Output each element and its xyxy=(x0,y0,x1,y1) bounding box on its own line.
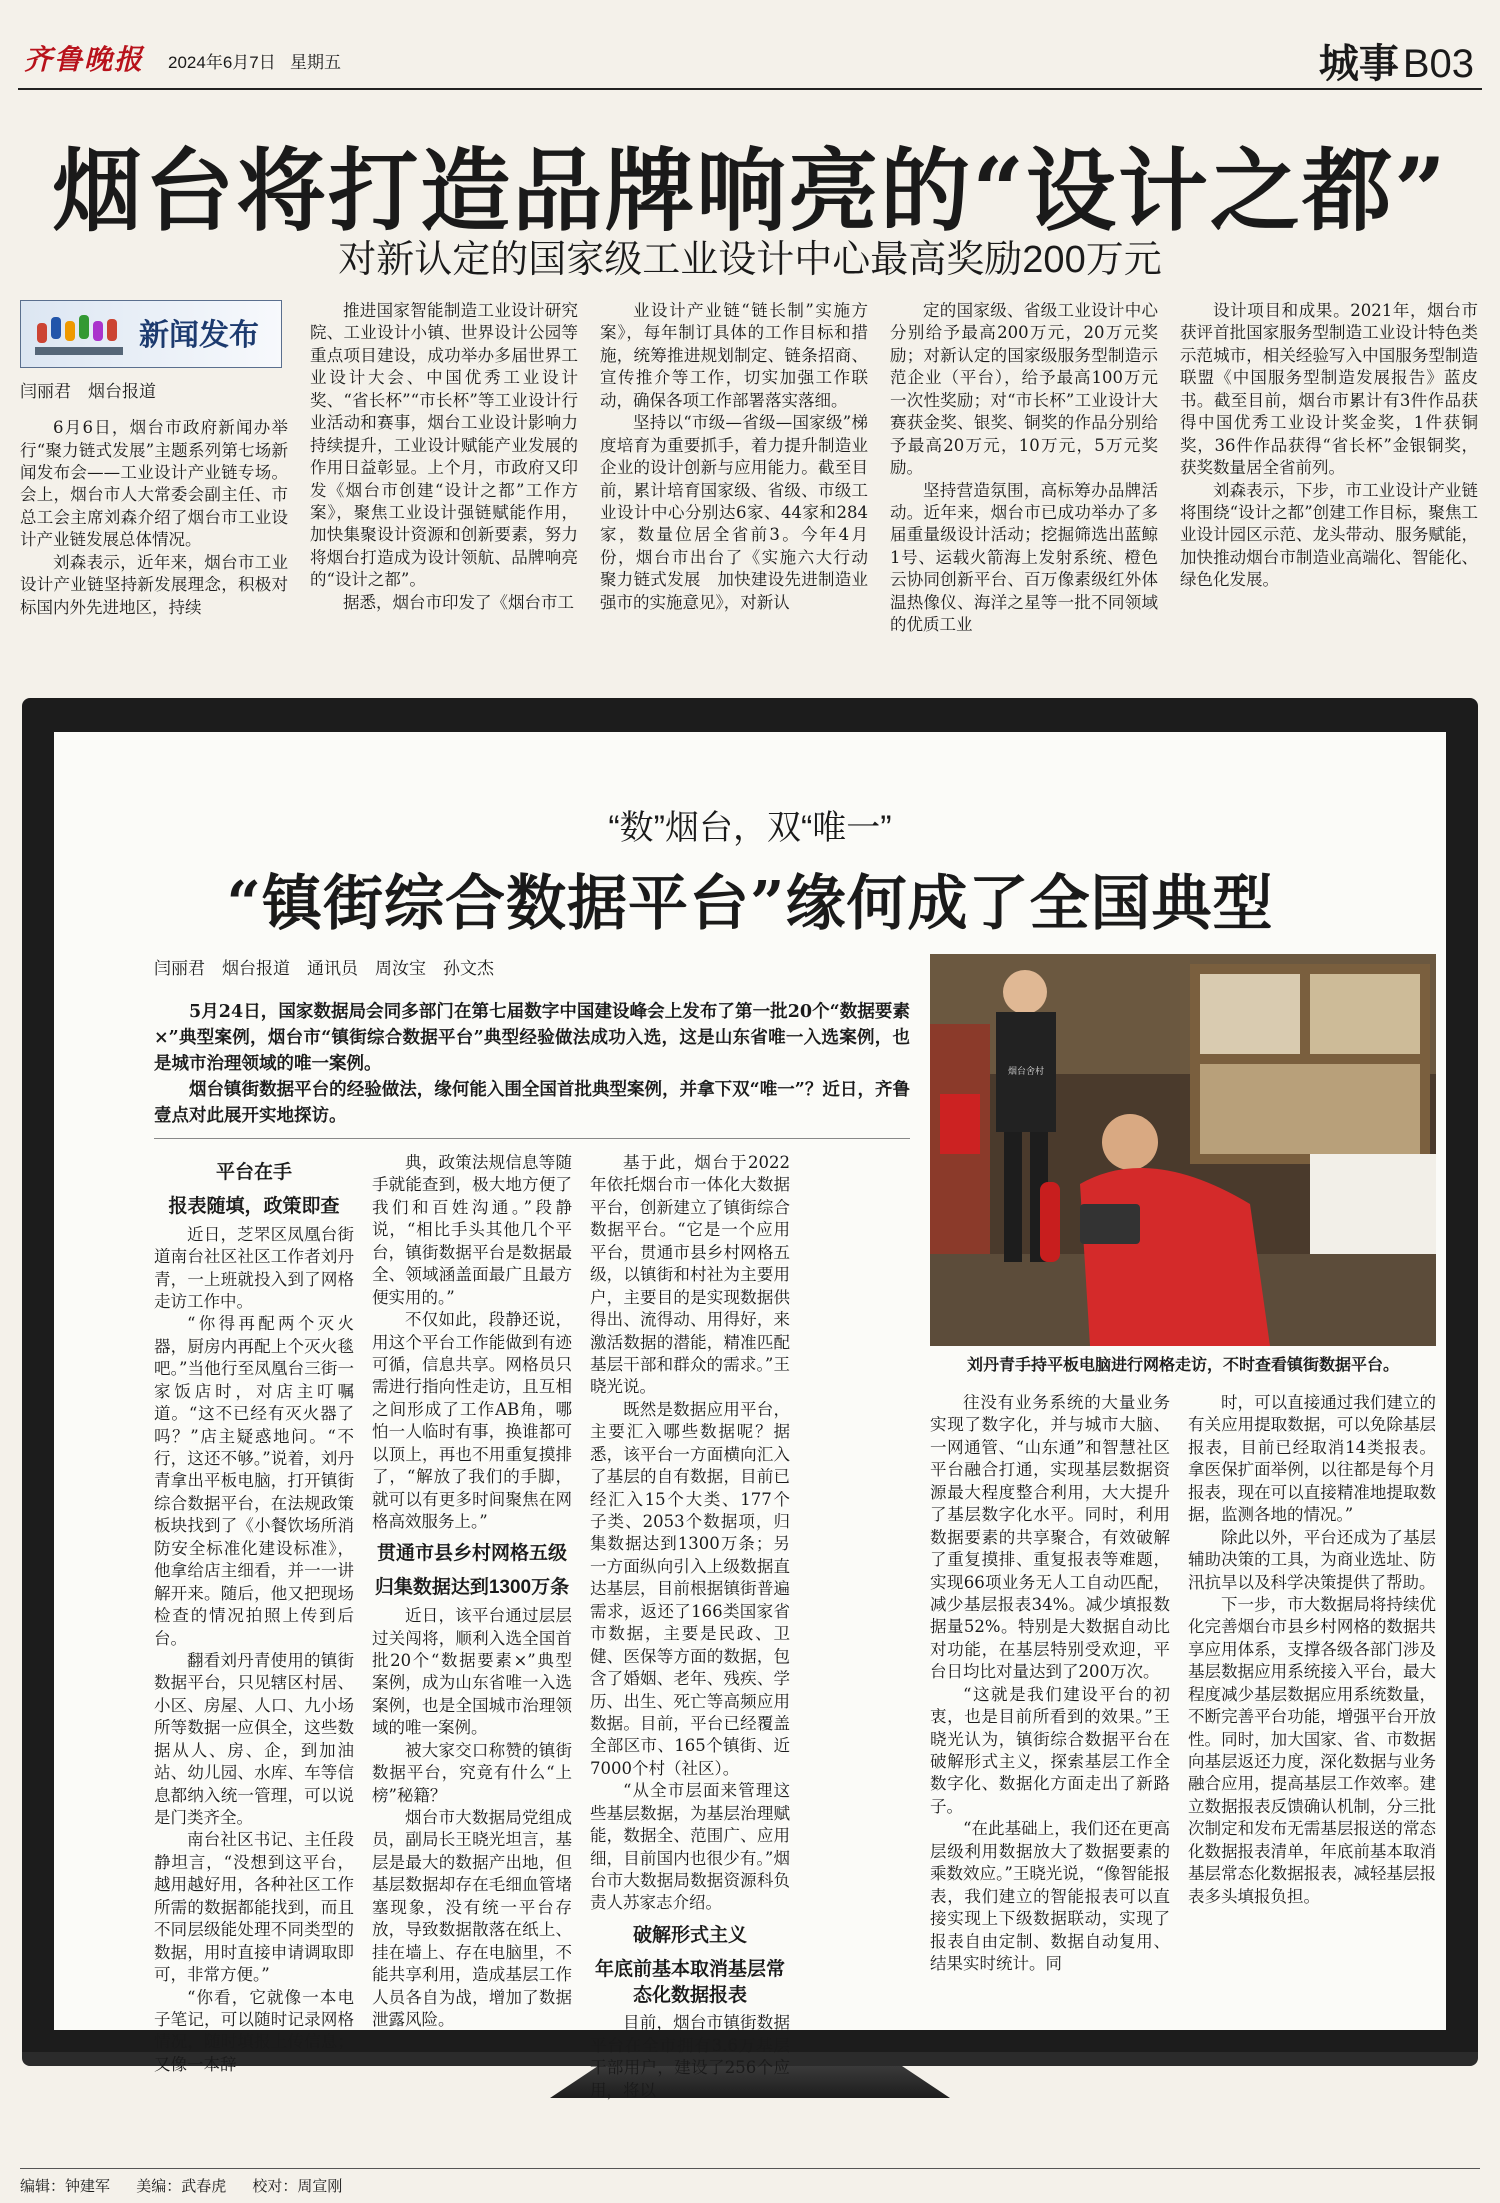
monitor-frame xyxy=(22,698,1478,2098)
feature-col-1 xyxy=(154,1152,354,2074)
feature-col-2 xyxy=(372,1152,572,2029)
issue-date: 2024年6月7日 xyxy=(168,53,276,72)
top-article-col-3 xyxy=(600,300,885,670)
paragraph: 近日，该平台通过层层过关闯将，顺利入选全国首批20个“数据要素×”典型案例，成为山东省唯一入选案例，也是全国城市治理领域的唯一案例。 xyxy=(372,1606,572,1738)
main-headline: 烟台将打造品牌响亮的“设计之都” xyxy=(52,138,1448,244)
feature-col-4 xyxy=(930,1392,1170,2022)
paragraph: “在此基础上，我们还在更高层级利用数据放大了数据要素的乘数效应。”王晓光说，“像智能报表，我们建立的智能报表可以直接实现上下级数据联动，实现了报表自由定制、数据自动复用、结果实时统计。同 xyxy=(930,1819,1170,1973)
paragraph: 设计项目和成果。2021年，烟台市获评首批国家服务型制造工业设计特色类示范城市，相关经验写入中国服务型制造联盟《中国服务型制造发展报告》蓝皮书。截至目前，烟台市累计有3件作品获得中国优秀工业设计奖金奖，1件获铜奖，36件作品获得“省长杯”金银铜奖，获奖数量居全省前列。 xyxy=(1180,301,1478,478)
paragraph: 坚持营造氛围，高标筹办品牌活动。近年来，烟台市已成功举办了多届重量级设计活动；挖掘筛选出蓝鲸1号、运载火箭海上发射系统、橙色云协同创新平台、百万像素级红外体温热像仪、海洋之星等一批不同领域的优质工业 xyxy=(890,480,1158,635)
paragraph: “你得再配两个灭火器，厨房内再配上个灭火毯吧。”当他行至凤凰台三街一家饭店时，对店主叮嘱道。“这不已经有灭火器了吗？”店主疑惑地问。“不行，这还不够。”说着，刘丹青拿出平板电脑，打开镇街综合数据平台，在法规政策板块找到了《小餐饮场所消防安全标准化建设标准》，他拿给店主细看，并一一讲解开来。随后，他又把现场检查的情况拍照上传到后台。 xyxy=(154,1314,354,1648)
feature-title: “镇街综合数据平台”缘何成了全国典型 xyxy=(226,869,1274,939)
section-heading: 年底前基本取消基层常态化数据报表 xyxy=(594,1958,785,2006)
paragraph: 坚持以“市级—省级—国家级”梯度培育为重要抓手，着力提升制造业企业的设计创新与应用能力。截至目前，累计培育国家级、省级、市级工业设计中心分别达6家、44家和284家，数量位居全省前3。今年4月份，烟台市出台了《实施六大行动 聚力链式发展 加快建设先进制造业强市的实施意见》，对新认 xyxy=(600,413,885,612)
feature-photo xyxy=(930,954,1436,1346)
feature-article xyxy=(54,732,1446,2100)
feature-byline: 闫丽君 烟台报道 通讯员 周汝宝 孙文杰 xyxy=(154,959,494,978)
section-heading: 报表随填，政策即查 xyxy=(168,1195,340,1217)
divider xyxy=(154,1138,910,1139)
news-release-badge xyxy=(20,300,282,368)
top-byline: 闫丽君 烟台报道 xyxy=(20,382,156,401)
paragraph: 被大家交口称赞的镇街数据平台，究竟有什么“上榜”秘籍？ xyxy=(372,1740,572,1805)
paragraph: 刘森表示，下步，市工业设计产业链将围绕“设计之都”创建工作目标，聚焦工业设计园区示范、龙头带动、服务赋能，加快推动烟台市制造业高端化、智能化、绿色化发展。 xyxy=(1180,480,1478,590)
top-article-col-4 xyxy=(890,300,1158,670)
lead-paragraph: 5月24日，国家数据局会同多部门在第七届数字中国建设峰会上发布了第一批20个“数据要素×”典型案例，烟台市“镇街综合数据平台”典型经验做法成功入选，这是山东省唯一入选案例，也是城市治理领域的唯一案例。 xyxy=(154,1002,910,1074)
art-editor-credit: 美编：武春虎 xyxy=(136,2178,227,2195)
news-release-text: 新闻发布 xyxy=(139,319,259,352)
page-number: B03 xyxy=(1402,42,1474,86)
paragraph: 除此以外，平台还成为了基层辅助决策的工具，为商业选址、防汛抗旱以及科学决策提供了帮助。 xyxy=(1188,1527,1436,1592)
section-label xyxy=(1319,32,1474,89)
paragraph: 近日，芝罘区凤凰台街道南台社区社区工作者刘丹青，一上班就投入到了网格走访工作中。 xyxy=(154,1224,354,1311)
paragraph: 定的国家级、省级工业设计中心分别给予最高200万元，20万元奖励；对新认定的国家级服务型制造示范企业（平台），给予最高100万元一次性奖励；对“市长杯”工业设计大赛获金奖、银奖、铜奖的作品分别给予最高20万元，10万元，5万元奖励。 xyxy=(890,301,1158,478)
proofreader-credit: 校对：周宣刚 xyxy=(252,2178,343,2195)
lead-paragraph: 烟台镇街数据平台的经验做法，缘何能入围全国首批典型案例，并拿下双“唯一”？近日，齐鲁壹点对此展开实地探访。 xyxy=(154,1079,910,1126)
paragraph: 往没有业务系统的大量业务实现了数字化，并与城市大脑、一网通管、“山东通”和智慧社区平台融合打通，实现基层数据资源最大程度整合利用，大大提升了基层数字化水平。同时，利用数据要素的共享聚合，有效破解了重复摸排、重复报表等难题，实现66项业务无人工自动匹配，减少基层报表34%。减少填报数据量52%。特别是大数据自动比对功能，在基层特别受欢迎，平台日均比对量达到了200万次。 xyxy=(930,1393,1170,1682)
section-heading: 归集数据达到1300万条 xyxy=(374,1577,570,1599)
paragraph: 不仅如此，段静还说，用这个平台工作能做到有迹可循，信息共享。网格员只需进行指向性走访，且互相之间形成了工作AB角，哪怕一人临时有事，换谁都可以顶上，再也不用重复摸排了，“解放了我们的手脚，就可以有更多时间聚焦在网格高效服务上。” xyxy=(372,1310,572,1531)
paragraph: 刘森表示，近年来，烟台市工业设计产业链坚持新发展理念，积极对标国内外先进地区，持续 xyxy=(20,552,288,617)
feature-kicker: “数”烟台，双“唯一” xyxy=(608,809,892,847)
paragraph: 据悉，烟台市印发了《烟台市工 xyxy=(343,592,574,612)
paragraph: 烟台市大数据局党组成员，副局长王晓光坦言，基层是最大的数据产出地，但基层数据却存在毛细血管堵塞现象，没有统一平台存放，导致数据散落在纸上、挂在墙上、存在电脑里，不能共享利用，造成基层工作人员各自为战，增加了数据泄露风险。 xyxy=(372,1808,572,2029)
paragraph: “你看，它就像一本电子笔记，可以随时记录网格情况，随时填报上传信息；又像一本辞 xyxy=(154,1987,354,2074)
issue-weekday: 星期五 xyxy=(290,53,341,72)
feature-col-3 xyxy=(590,1152,790,2100)
paragraph: 业设计产业链“链长制”实施方案》，每年制订具体的工作目标和措施，统筹推进规划制定、链条招商、宣传推介等工作，切实加强工作联动，确保各项工作部署落实落细。 xyxy=(600,301,868,410)
paragraph: “这就是我们建设平台的初衷，也是目前所看到的效果。”王晓光认为，镇街综合数据平台在破解形式主义，探索基层工作全数字化、数据化方面走出了新路子。 xyxy=(930,1684,1170,1816)
section-name: 城事 xyxy=(1318,42,1399,86)
paragraph: 南台社区书记、主任段静坦言，“没想到这平台，越用越好用，各种社区工作所需的数据都能找到，而且不同层级能处理不同类型的数据，用时直接申请调取即可，非常方便。” xyxy=(154,1830,354,1985)
paragraph: 下一步，市大数据局将持续优化完善烟台市县乡村网格的数据共享应用体系，支撑各级各部门涉及基层数据应用系统接入平台，最大程度减少基层数据应用系统数量，不断完善平台功能，增强平台开放性。同时，加大国家、省、市数据向基层返还力度，深化数据与业务融合应用，提高基层工作效率。建立数据报表反馈确认机制，分三批次制定和发布无需基层报送的常态化数据报表清单，年底前基本取消基层常态化数据报表，减轻基层报表多头填报负担。 xyxy=(1188,1594,1436,1906)
paragraph: 时，可以直接通过我们建立的有关应用提取数据，可以免除基层报表，目前已经取消14类报表。拿医保扩面举例，以往都是每个月报表，现在可以直接精准地提取数据，监测各地的情况。” xyxy=(1188,1393,1436,1525)
page-footer xyxy=(20,2168,1480,2196)
photo-caption: 刘丹青手持平板电脑进行网格走访，不时查看镇街数据平台。 xyxy=(966,1357,1399,1374)
top-article-col-2 xyxy=(310,300,578,670)
feature-col-5 xyxy=(1188,1392,1436,2022)
microphones-icon xyxy=(31,309,131,361)
paragraph: 基于此，烟台于2022年依托烟台市一体化大数据平台，创新建立了镇街综合数据平台。“它是一个应用平台，贯通市县乡村网格五级，以镇街和村社为主要用户，主要目的是实现数据供得出、流得动、用得好，来激活数据的潜能，精准匹配基层干部和群众的需求。”王晓光说。 xyxy=(590,1153,790,1397)
feature-lead xyxy=(154,1000,910,1129)
paper-name: 齐鲁晚报 xyxy=(24,43,145,76)
main-subhead: 对新认定的国家级工业设计中心最高奖励200万元 xyxy=(338,239,1162,281)
paragraph: 6月6日，烟台市政府新闻办举行“聚力链式发展”主题系列第七场新闻发布会——工业设计产业链专场。会上，烟台市人大常委会副主任、市总工会主席刘森介绍了烟台市工业设计产业链发展总体情况。 xyxy=(20,418,288,550)
editor-credit: 编辑：钟建军 xyxy=(20,2178,111,2195)
paragraph: 既然是数据应用平台，主要汇入哪些数据呢？据悉，该平台一方面横向汇入了基层的自有数据，目前已经汇入15个大类、177个子类、2053个数据项，归集数据达到1300万条；另一方面纵向引入上级数据直达基层，目前根据镇街普遍需求，返还了166类国家省市数据，主要是民政、卫健、医保等方面的数据，包含了婚姻、老年、残疾、学历、出生、死亡等高频应用数据。目前，平台已经覆盖全部区市、165个镇街、近7000个村（社区）。 xyxy=(590,1399,790,1778)
section-heading: 贯通市县乡村网格五级 xyxy=(376,1543,567,1565)
top-article-col-1 xyxy=(20,300,288,670)
top-article xyxy=(20,300,1480,670)
paragraph: 推进国家智能制造工业设计研究院、工业设计小镇、世界设计公园等重点项目建设，成功举办多届世界工业设计大会、中国优秀工业设计奖、“省长杯”“市长杯”等工业设计行业活动和赛事，烟台工业设计影响力持续提升，工业设计赋能产业发展的作用日益彰显。上个月，市政府又印发《烟台市创建“设计之都”工作方案》，聚焦工业设计强链赋能作用，加快集聚设计资源和创新要素，努力将烟台打造成为设计领航、品牌响亮的“设计之都”。 xyxy=(310,301,578,590)
paragraph: “从全市层面来管理这些基层数据，为基层治理赋能，数据全、范围广、应用细，目前国内也很少有。”烟台市大数据局数据资源科负责人苏家志介绍。 xyxy=(590,1781,790,1913)
paragraph: 翻看刘丹青使用的镇街数据平台，只见辖区村居、小区、房屋、人口、九小场所等数据一应俱全，这些数据从人、房、企，到加油站、幼儿园、水库、车等信息都纳入统一管理，可以说是门类齐全。 xyxy=(154,1650,354,1828)
section-heading: 平台在手 xyxy=(215,1162,292,1183)
paragraph: 典，政策法规信息等随手就能查到，极大地方便了我们和百姓沟通。”段静说，“相比手头其他几个平台，镇街数据平台是数据最全、领域涵盖面最广且最方便实用的。” xyxy=(372,1153,572,1307)
apron-logo-text: 烟台舍村 xyxy=(1007,1067,1045,1077)
section-heading: 破解形式主义 xyxy=(632,1924,747,1946)
top-article-col-5 xyxy=(1180,300,1478,670)
paragraph: 目前，烟台市镇街数据平台在全市拥有3.6万基层干部用户，建设了256个应用，将以 xyxy=(590,2013,790,2100)
masthead xyxy=(18,34,1482,90)
